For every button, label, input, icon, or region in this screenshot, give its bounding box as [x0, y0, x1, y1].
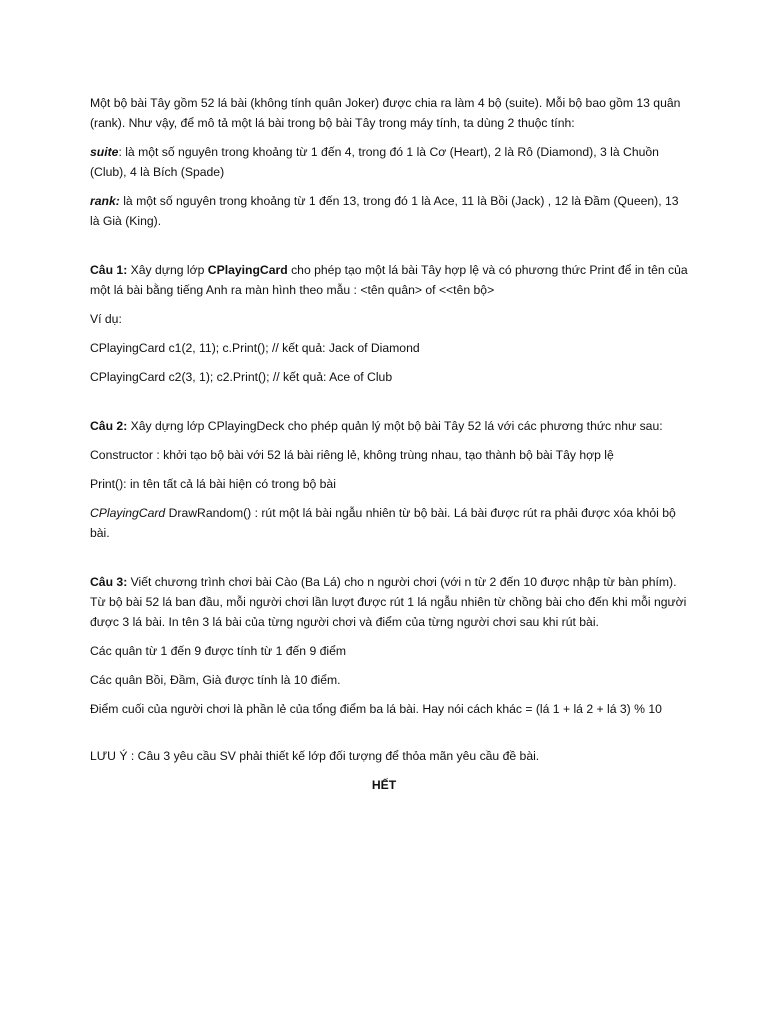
rank-term: rank: [90, 194, 120, 208]
question-3-label: Câu 3: [90, 575, 128, 589]
print-description: Print(): in tên tất cả lá bài hiện có trong bộ bài [90, 477, 336, 491]
question-2-label: Câu 2: [90, 419, 128, 433]
scoring-rule-1: Các quân từ 1 đến 9 được tính từ 1 đến 9 điểm [90, 644, 347, 658]
question-1-text-b: cho phép tạo một lá bài Tây hợp lệ và có phương thức Print để in tên của một lá bài bằng tiếng Anh ra màn hình theo mẫu : <tên quân> of <<tên bộ> [90, 263, 688, 297]
intro-paragraph: Một bộ bài Tây gồm 52 lá bài (không tính quân Joker) được chia ra làm 4 bộ (suite). Mỗi bộ bao gồm 13 quân (rank). Như vậy, để mô tả một lá bài trong bộ bài Tây trong máy tính, ta dùng 2 thuộc tính: [90, 96, 681, 130]
question-3 [90, 572, 690, 632]
document-body [90, 93, 690, 804]
scoring-rule-2: Các quân Bồi, Đầm, Già được tính là 10 điểm. [90, 673, 341, 687]
suite-term: suite [90, 145, 119, 159]
question-2 [90, 416, 690, 436]
draw-random-description [90, 503, 690, 543]
question-1-text-a: Xây dựng lớp [127, 263, 208, 277]
draw-return-type: CPlayingCard [90, 506, 166, 520]
suite-definition [90, 142, 690, 182]
note: LƯU Ý : Câu 3 yêu cầu SV phải thiết kế lớp đối tượng để thỏa mãn yêu cầu đề bài. [90, 749, 540, 763]
scoring-rule-3: Điểm cuối của người chơi là phần lẻ của tổng điểm ba lá bài. Hay nói cách khác = (lá 1 + lá 2 + lá 3) % 10 [90, 702, 662, 716]
example-line-1: CPlayingCard c1(2, 11); c.Print(); // kết quả: Jack of Diamond [90, 341, 420, 355]
rank-text: là một số nguyên trong khoảng từ 1 đến 13, trong đó 1 là Ace, 11 là Bồi (Jack) , 12 là Đầm (Queen), 13 là Già (King). [90, 194, 679, 228]
draw-random-text: DrawRandom() : rút một lá bài ngẫu nhiên từ bộ bài. Lá bài được rút ra phải được xóa khỏi bộ bài. [90, 506, 676, 540]
question-1 [90, 260, 690, 300]
suite-text: : là một số nguyên trong khoảng từ 1 đến 4, trong đó 1 là Cơ (Heart), 2 là Rô (Diamond), 3 là Chuồn (Club), 4 là Bích (Spade) [90, 145, 659, 179]
constructor-description: Constructor : khởi tạo bộ bài với 52 lá bài riêng lẻ, không trùng nhau, tạo thành bộ bài Tây hợp lệ [90, 448, 614, 462]
example-label: Ví dụ: [90, 312, 122, 326]
example-line-2: CPlayingCard c2(3, 1); c2.Print(); // kết quả: Ace of Club [90, 370, 393, 384]
question-2-text: Xây dựng lớp CPlayingDeck cho phép quản lý một bộ bài Tây 52 lá với các phương thức như sau: [127, 419, 663, 433]
question-3-text: Viết chương trình chơi bài Cào (Ba Lá) cho n người chơi (với n từ 2 đến 10 được nhập từ bàn phím). Từ bộ bài 52 lá ban đầu, mỗi người chơi lần lượt được rút 1 lá ngẫu nhiên từ chồng bài cho đến khi mỗi người được 3 lá bài. In tên 3 lá bài của từng người chơi và điểm của từng người chơi sau khi rút bài. [90, 575, 687, 629]
rank-definition [90, 191, 690, 231]
question-1-class-name: CPlayingCard [207, 263, 288, 277]
end-marker: HẾT [371, 778, 397, 792]
question-1-label: Câu 1: [90, 263, 128, 277]
